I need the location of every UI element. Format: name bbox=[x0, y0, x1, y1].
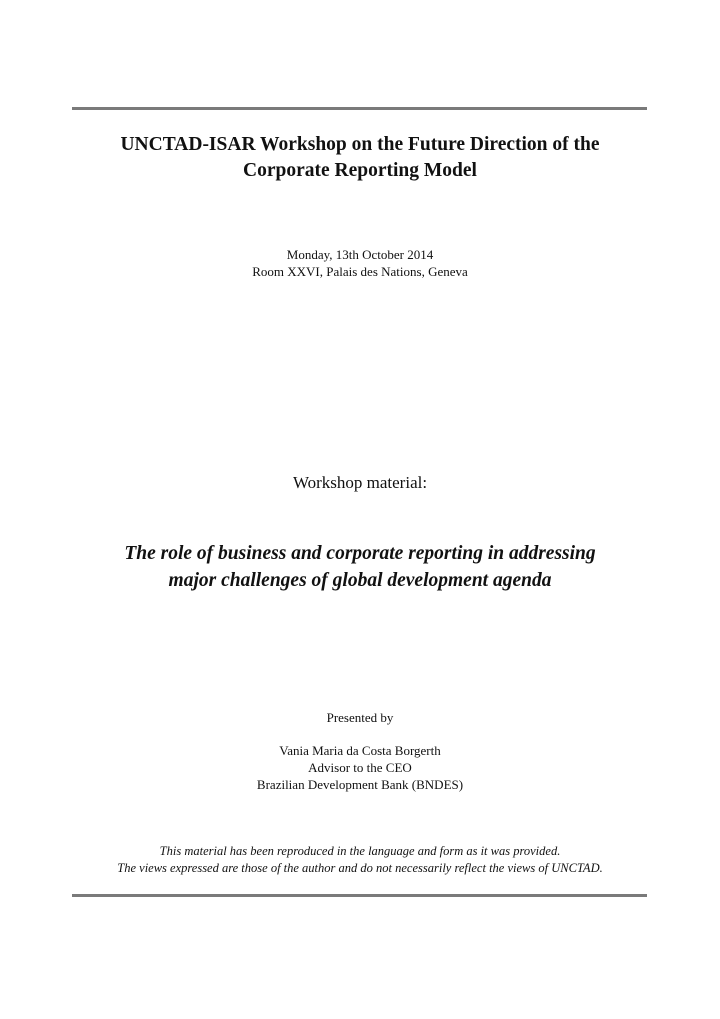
title-line-2: Corporate Reporting Model bbox=[243, 160, 477, 181]
presenter-organization: Brazilian Development Bank (BNDES) bbox=[256, 777, 464, 792]
subtitle-line-1: The role of business and corporate reporting in addressing bbox=[124, 543, 596, 564]
event-details bbox=[0, 246, 720, 280]
document-subtitle bbox=[0, 540, 720, 594]
material-label-text: Workshop material: bbox=[292, 473, 428, 492]
presenter-role: Advisor to the CEO bbox=[308, 760, 412, 775]
presented-by bbox=[0, 709, 720, 726]
page-title bbox=[0, 132, 720, 184]
workshop-material-label bbox=[0, 472, 720, 494]
subtitle-line-2: major challenges of global development agenda bbox=[168, 570, 552, 591]
presented-by-text: Presented by bbox=[326, 710, 394, 725]
disclaimer bbox=[0, 843, 720, 877]
presenter-name: Vania Maria da Costa Borgerth bbox=[279, 743, 441, 758]
title-line-1: UNCTAD-ISAR Workshop on the Future Direction of the bbox=[120, 134, 600, 155]
bottom-divider bbox=[72, 894, 647, 897]
presenter-info bbox=[0, 742, 720, 793]
disclaimer-line-1: This material has been reproduced in the language and form as it was provided. bbox=[159, 844, 561, 858]
top-divider bbox=[72, 107, 647, 110]
event-date: Monday, 13th October 2014 bbox=[286, 247, 434, 262]
event-location: Room XXVI, Palais des Nations, Geneva bbox=[252, 264, 468, 279]
disclaimer-line-2: The views expressed are those of the author and do not necessarily reflect the views of UNCTAD. bbox=[117, 861, 603, 875]
